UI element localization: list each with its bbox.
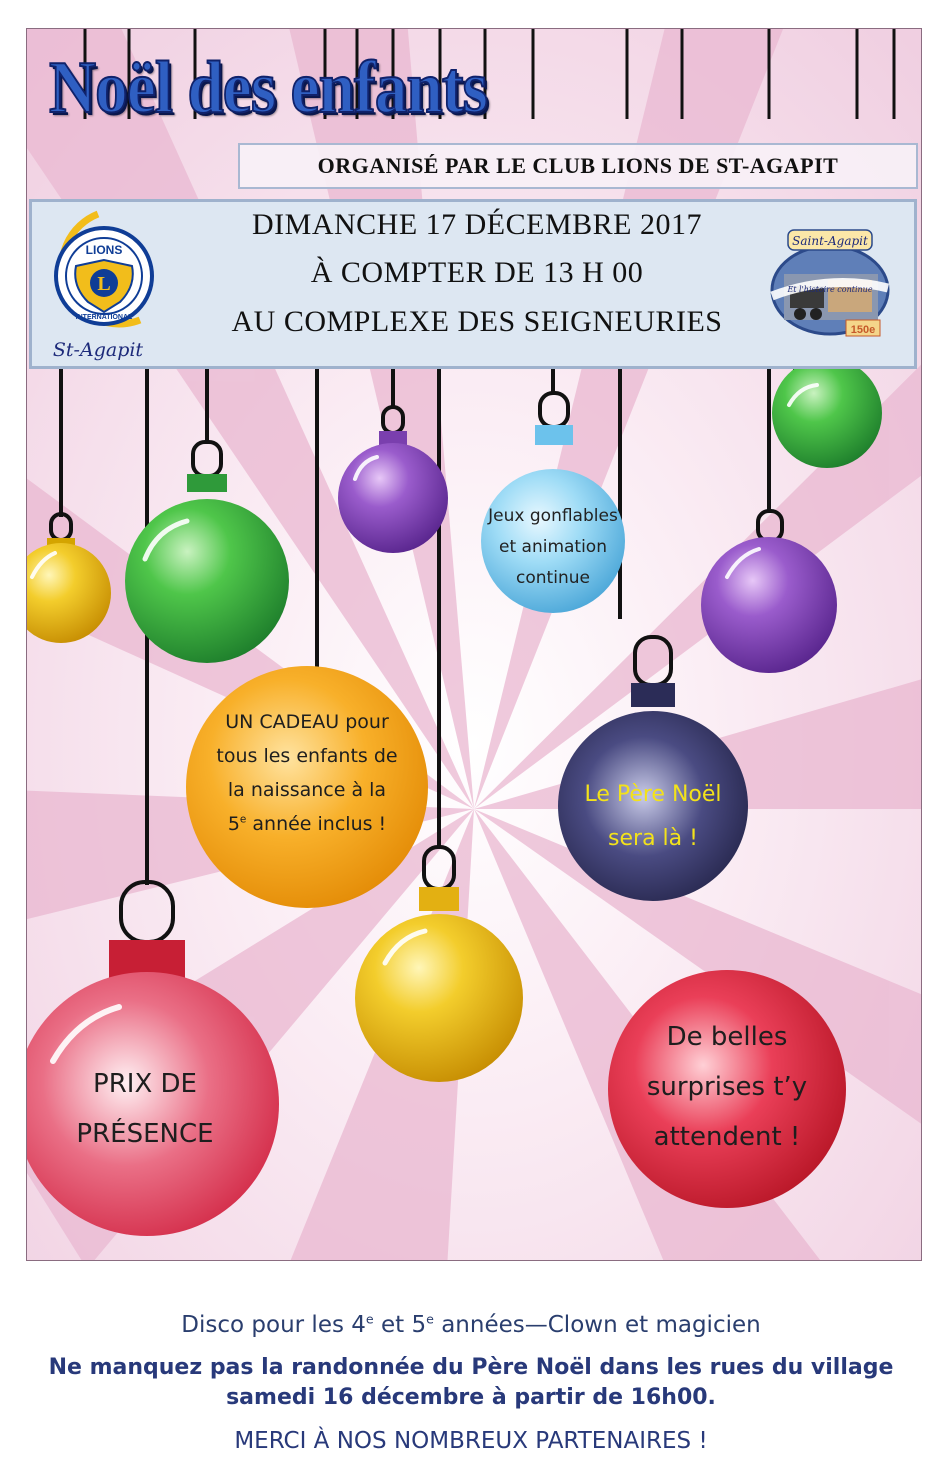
merci-partenaires: MERCI À NOS NOMBREUX PARTENAIRES ! (234, 1428, 708, 1454)
jeux-gonflables-text: Jeux gonflables et animation continue (488, 506, 618, 588)
saint-agapit-150-logo (768, 224, 892, 340)
svg-text:150e: 150e (850, 324, 876, 336)
organizer-banner: ORGANISÉ PAR LE CLUB LIONS DE ST-AGAPIT (238, 143, 918, 189)
lions-club-logo (40, 210, 160, 362)
event-title: Noël des enfants (49, 47, 488, 129)
poster (26, 28, 922, 1261)
event-date: DIMANCHE 17 DÉCEMBRE 2017 (251, 208, 702, 241)
event-place: AU COMPLEXE DES SEIGNEURIES (231, 305, 723, 338)
pere-noel-text: Le Père Noël sera là ! (584, 782, 722, 851)
svg-text:L: L (97, 273, 111, 295)
svg-text:St-Agapit: St-Agapit (52, 339, 144, 361)
prix-presence-text: PRIX DE PRÉSENCE (76, 1069, 214, 1149)
randonnee-line-2: samedi 16 décembre à partir de 16h00. (226, 1385, 716, 1410)
svg-text:INTERNATIONAL: INTERNATIONAL (75, 314, 133, 321)
disco-line: Disco pour les 4e et 5e années—Clown et magicien (181, 1311, 761, 1338)
svg-text:LIONS: LIONS (85, 243, 123, 257)
cadeau-text: UN CADEAU pour tous les enfants de la naissance à la 5e année inclus ! (216, 711, 398, 835)
svg-text:Et l'histoire continue: Et l'histoire continue (787, 285, 873, 294)
svg-text:Saint-Agapit: Saint-Agapit (792, 234, 868, 248)
surprises-text: De belles surprises t’y attendent ! (646, 1022, 808, 1152)
randonnee-line-1: Ne manquez pas la randonnée du Père Noël dans les rues du village (48, 1355, 894, 1380)
event-time: À COMPTER DE 13 H 00 (310, 256, 644, 289)
event-info-box (29, 199, 917, 369)
